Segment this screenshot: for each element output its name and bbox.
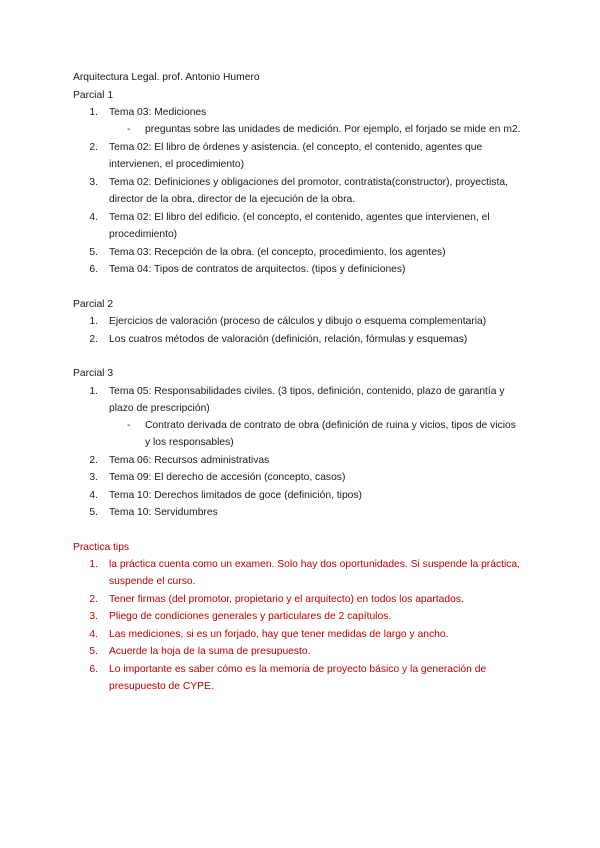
list-item: Tema 02: El libro del edificio. (el concepto, el contenido, agentes que intervienen, el (109, 212, 490, 223)
list-item: Tema 03: Mediciones (109, 107, 207, 118)
list-number: 4. (89, 212, 98, 223)
list-item: Los cuatros métodos de valoración (definición, relación, fórmulas y esquemas) (109, 334, 468, 345)
list-item: Tema 10: Derechos limitados de goce (definición, tipos) (109, 490, 362, 501)
document-title: Arquitectura Legal. prof. Antonio Humero (73, 72, 260, 83)
list-item-continuation: intervienen, el procedimiento) (109, 159, 245, 170)
list-item: Tema 02: Definiciones y obligaciones del promotor, contratista(constructor), proyectista, (109, 177, 508, 188)
list-number: 3. (89, 472, 98, 483)
list-item: Tema 05: Responsabilidades civiles. (3 tipos, definición, contenido, plazo de garantía y (109, 386, 505, 397)
list-item: Acuerde la hoja de la suma de presupuesto. (109, 646, 311, 657)
list-number: 5. (89, 507, 98, 518)
list-item-continuation: plazo de prescripción) (109, 403, 210, 414)
list-number: 3. (89, 177, 98, 188)
list-number: 1. (89, 386, 98, 397)
list-number: 1. (89, 559, 98, 570)
list-number: 2. (89, 334, 98, 345)
section-heading-practica-tips: Practica tips (73, 542, 130, 553)
list-item-continuation: director de la obra, director de la ejecución de la obra. (109, 194, 356, 205)
list-item: Tema 02: El libro de órdenes y asistencia. (el concepto, el contenido, agentes que (109, 142, 483, 153)
list-number: 5. (89, 646, 98, 657)
list-item: Tema 10: Servidumbres (109, 507, 218, 518)
list-item: Tema 04: Tipos de contratos de arquitectos. (tipos y definiciones) (109, 264, 406, 275)
section-heading-parcial-1: Parcial 1 (73, 90, 114, 101)
list-item: la práctica cuenta como un examen. Solo hay dos oportunidades. Si suspende la práctica, (109, 559, 520, 570)
list-item: Lo importante es saber cómo es la memoria de proyecto básico y la generación de (109, 664, 487, 675)
sub-list-item-continuation: y los responsables) (145, 437, 234, 448)
list-number: 6. (89, 264, 98, 275)
section-heading-parcial-2: Parcial 2 (73, 299, 114, 310)
sub-list-item: preguntas sobre las unidades de medición. Por ejemplo, el forjado se mide en m2. (145, 124, 521, 135)
list-number: 1. (89, 107, 98, 118)
sub-list-item: Contrato derivada de contrato de obra (definición de ruina y vicios, tipos de vicios (145, 420, 516, 431)
list-number: 2. (89, 455, 98, 466)
list-number: 6. (89, 664, 98, 675)
list-item: Las mediciones, si es un forjado, hay que tener medidas de largo y ancho. (109, 629, 449, 640)
list-item: Tema 09: El derecho de accesión (concepto, casos) (109, 472, 346, 483)
list-number: 4. (89, 490, 98, 501)
list-item: Pliego de condiciones generales y particulares de 2 capítulos. (109, 611, 392, 622)
list-item: Tema 06: Recursos administrativas (109, 455, 270, 466)
sub-bullet-dash: - (127, 420, 131, 431)
list-number: 4. (89, 629, 98, 640)
list-number: 2. (89, 594, 98, 605)
list-item: Tener firmas (del promotor, propietario y el arquitecto) en todos los apartados. (109, 594, 464, 605)
list-number: 5. (89, 247, 98, 258)
list-item-continuation: suspende el curso. (109, 576, 196, 587)
list-item: Ejercicios de valoración (proceso de cálculos y dibujo o esquema complementaria) (109, 316, 487, 327)
list-item-continuation: presupuesto de CYPE. (109, 681, 214, 692)
list-number: 3. (89, 611, 98, 622)
section-heading-parcial-3: Parcial 3 (73, 368, 114, 379)
list-item: Tema 03: Recepción de la obra. (el concepto, procedimiento, los agentes) (109, 247, 446, 258)
sub-bullet-dash: - (127, 124, 131, 135)
list-number: 2. (89, 142, 98, 153)
list-item-continuation: procedimiento) (109, 229, 178, 240)
list-number: 1. (89, 316, 98, 327)
